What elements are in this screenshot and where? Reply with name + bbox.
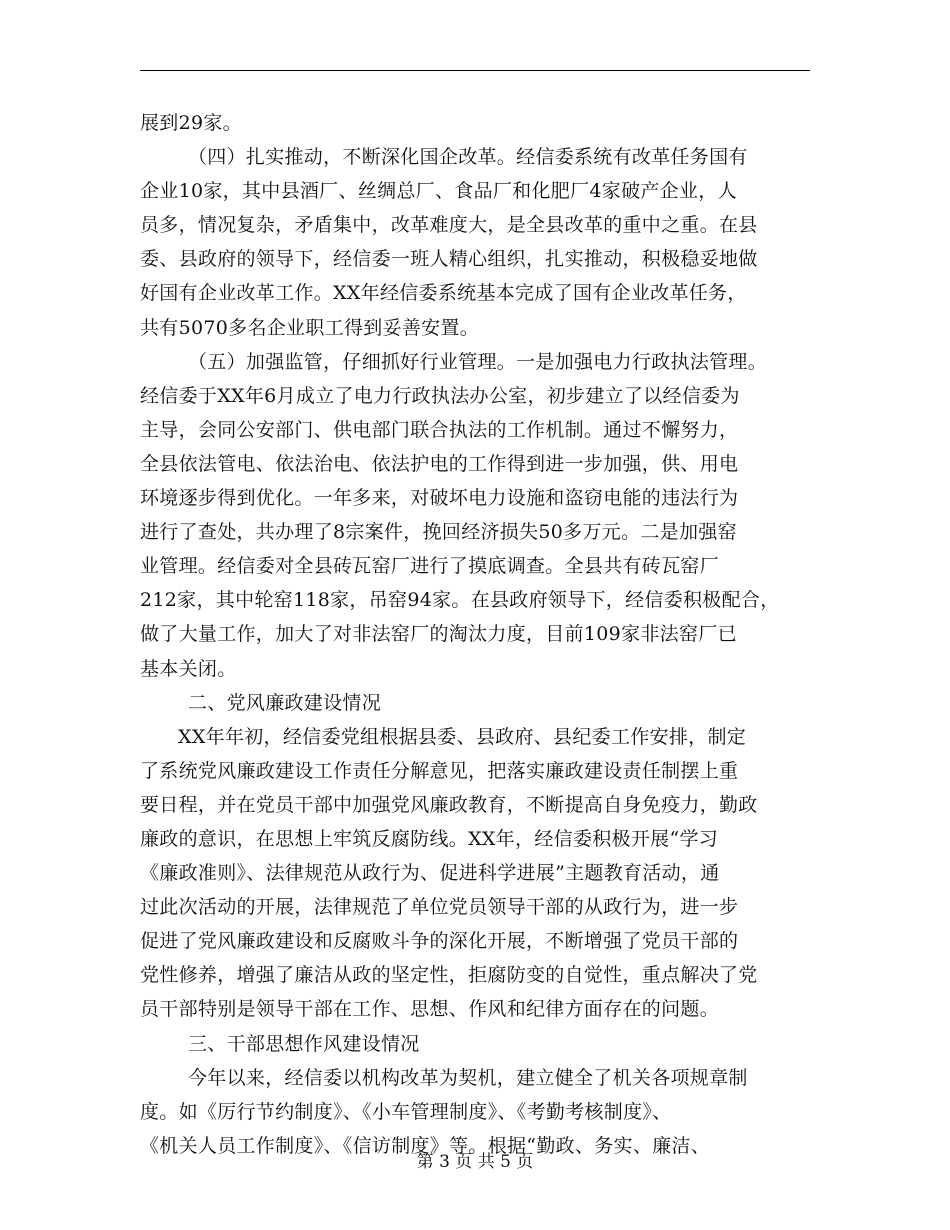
- text-line: 进行了查处，共办理了8宗案件，挽回经济损失50多万元。二是加强窑: [140, 521, 737, 544]
- section-four-heading-line: （四）扎实推动，不断深化国企改革。经信委系统有改革任务国有: [188, 146, 748, 169]
- text-line: 了系统党风廉政建设工作责任分解意见，把落实廉政建设责任制摆上重: [140, 759, 739, 782]
- document-body: [140, 106, 812, 1163]
- text-line: 《机关人员工作制度》、《信访制度》等。根据“勤政、务实、廉洁、: [140, 1134, 711, 1157]
- text-line: 度。如《厉行节约制度》、《小车管理制度》、《考勤考核制度》、: [140, 1100, 672, 1123]
- text-line: 业管理。经信委对全县砖瓦窑厂进行了摸底调查。全县共有砖瓦窑厂: [140, 555, 720, 578]
- text-line: 212家，其中轮窑118家，吊窑94家。在县政府领导下，经信委积极配合，: [140, 589, 780, 612]
- text-line: 过此次活动的开展，法律规范了单位党员领导干部的从政行为，进一步: [140, 896, 739, 919]
- text-line: 展到29家。: [140, 112, 242, 134]
- text-line: 促进了党风廉政建设和反腐败斗争的深化开展，不断增强了党员干部的: [140, 930, 739, 953]
- text-line: 《廉政准则》、法律规范从政行为、促进科学进展”主题教育活动，通: [140, 862, 720, 885]
- text-line: XX年年初，经信委党组根据县委、县政府、县纪委工作安排，制定: [178, 725, 747, 748]
- text-line: 全县依法管电、依法治电、依法护电的工作得到进一步加强，供、用电: [140, 452, 739, 475]
- page-number-footer: 第 3 页 共 5 页: [416, 1152, 534, 1172]
- text-line: 好国有企业改革工作。XX年经信委系统基本完成了国有企业改革任务，: [140, 282, 747, 305]
- text-line: 廉政的意识，在思想上牢筑反腐防线。XX年，经信委积极开展“学习: [140, 827, 719, 850]
- text-line: 环境逐步得到优化。一年多来，对破坏电力设施和盗窃电能的违法行为: [140, 487, 739, 510]
- text-line: 委、县政府的领导下，经信委一班人精心组织，扎实推动，积极稳妥地做: [140, 248, 758, 271]
- text-line: 企业10家，其中县酒厂、丝绸总厂、食品厂和化肥厂4家破产企业，人: [140, 180, 737, 203]
- text-line: 今年以来，经信委以机构改革为契机，建立健全了机关各项规章制: [188, 1066, 748, 1089]
- text-line: 要日程，并在党员干部中加强党风廉政教育，不断提高自身免疫力，勤政: [140, 793, 758, 816]
- text-line: 经信委于XX年6月成立了电力行政执法办公室，初步建立了以经信委为: [140, 384, 740, 407]
- text-line: 党性修养，增强了廉洁从政的坚定性，拒腐防变的自觉性，重点解决了党: [140, 964, 758, 987]
- section-two-heading: 二、党风廉政建设情况: [188, 691, 382, 714]
- section-five-heading-line: （五）加强监管，仔细抓好行业管理。一是加强电力行政执法管理。: [188, 350, 768, 373]
- section-three-heading: 三、干部思想作风建设情况: [188, 1032, 420, 1055]
- text-line: 员干部特别是领导干部在工作、思想、作风和纪律方面存在的问题。: [140, 998, 720, 1021]
- header-rule: [140, 70, 810, 71]
- text-line: 主导，会同公安部门、供电部门联合执法的工作机制。通过不懈努力，: [140, 418, 739, 441]
- text-line: 共有5070多名企业职工得到妥善安置。: [140, 316, 480, 339]
- text-line: 员多，情况复杂，矛盾集中，改革难度大，是全县改革的重中之重。在县: [140, 214, 758, 237]
- text-line: 基本关闭。: [140, 657, 237, 680]
- text-line: 做了大量工作，加大了对非法窑厂的淘汰力度，目前109家非法窑厂已: [140, 623, 737, 646]
